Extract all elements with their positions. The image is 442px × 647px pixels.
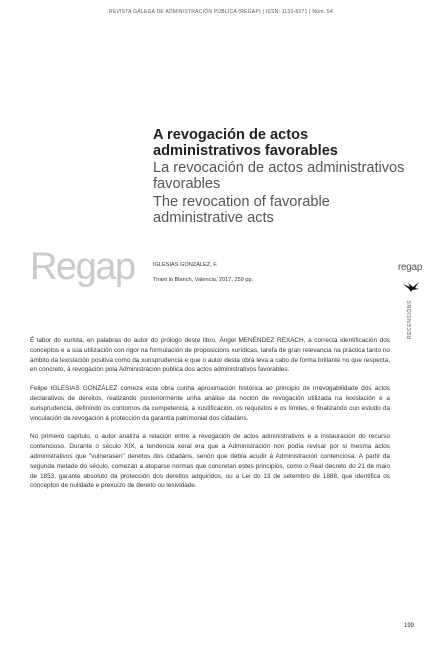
- body-paragraph: Felipe IGLESIAS GONZÁLEZ comeza esta obra cunha aproximación histórica ao principio de irrevogabilidade dos actos declarativos de dereitos, realizando posteriormente unha análise da noción de revogación utilizada na lexislación e a xurisprudencia, definindo os contornos da competencia, a xustificación, os requisitos e os límites, e finalizando cun estudo da vinculación da revogación á protección da garantía patrimonial dos cidadáns.: [30, 385, 390, 422]
- bird-logo-icon: [402, 281, 420, 293]
- body-paragraph: No primeiro capítulo, o autor analiza a relación entre a revogación de actos administrativos e a instauración do recurso contencioso. Durante o século XIX, a tendencia xeral era que a Administración non podía revisar por si mesma actos administrativos que "vulnerasen" dereitos dos cidadáns, senón que debía acudir á Administración contenciosa. A partir da segunda metade do século, comezan a atoparse normas que concretan estes principios, como o Real decreto do 21 de maio de 1853, garante absoluto da protección dos dereitos adquiridos, ou a Lei do 13 de setembro de 1888, que identifica os conceptos de nulidade e prexuízo de dereito ou lesividade.: [30, 433, 390, 490]
- title-block: [153, 128, 413, 226]
- article-body: [30, 336, 390, 500]
- journal-header: REVISTA GALEGA DE ADMINISTRACIÓN PÚBLICA (REGAP) | ISSN: 1132-8371 | Núm. 54: [109, 9, 333, 15]
- book-publication-info: Tirant lo Blanch, Valencia, 2017, 259 pp.: [153, 277, 254, 283]
- regap-logo-small: regap: [398, 262, 423, 273]
- body-paragraph: É labor do xurista, en palabras do autor do prólogo deste libro, Ángel MENÉNDEZ REXACH, a correcta identificación dos conceptos e a súa utilización con rigor na formulación de proposicións xurídicas, tarefa de gran relevancia na práctica tanto no ámbito da lexislación positiva como da xurisprudencia e que o autor desta obra leva a cabo de forma brillante no que respecta, en concreto, á revogación pola Administración pública dos actos administrativos favorables.: [30, 337, 390, 374]
- page-number: 199: [404, 623, 415, 629]
- regap-logo-large: Regap: [30, 246, 135, 288]
- title-english: The revocation of favorable administrative acts: [153, 194, 330, 226]
- title-spanish: La revocación de actos administrativos favorables: [153, 160, 405, 192]
- title-galician: A revogación de actos administrativos favorables: [153, 127, 338, 159]
- section-label: RECENSIÓNS: [407, 299, 413, 339]
- book-author: IGLESIAS GONZÁLEZ, F.: [153, 262, 218, 268]
